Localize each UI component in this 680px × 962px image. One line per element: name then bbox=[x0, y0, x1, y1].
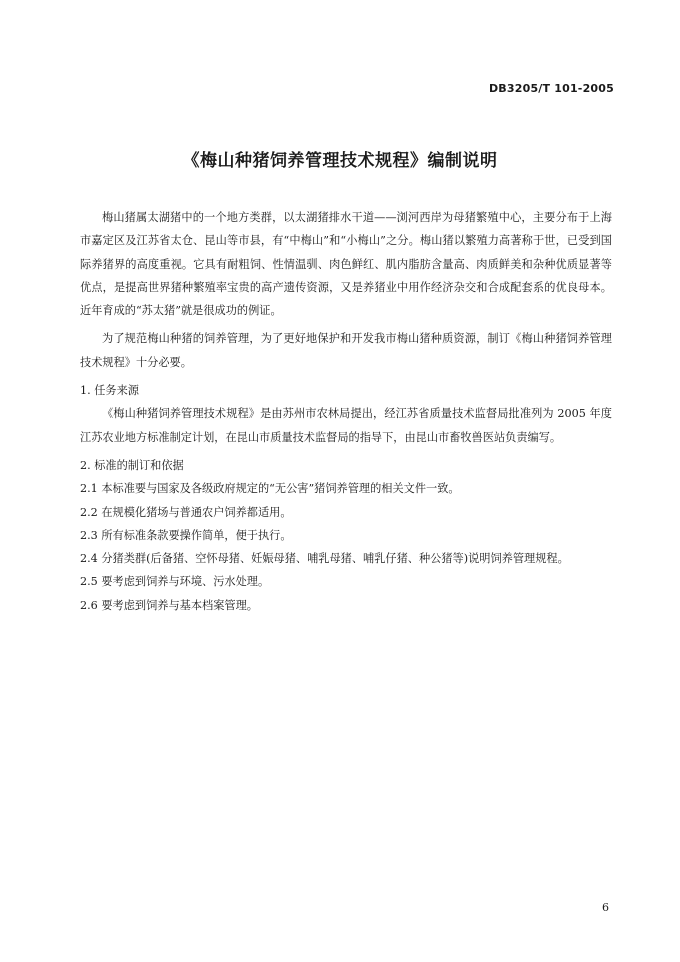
standard-code: DB3205/T 101-2005 bbox=[488, 82, 614, 95]
section-1-paragraph: 《梅山种猪饲养管理技术规程》是由苏州市农林局提出，经江苏省质量技术监督局批准列为 2005 年度江苏农业地方标准制定计划，在昆山市质量技术监督局的指导下，由昆山市畜牧兽医站负责编写。 bbox=[80, 407, 612, 444]
section-2-item: 2.3 所有标准条款要操作简单，便于执行。 bbox=[80, 528, 292, 542]
section-2-item: 2.4 分猪类群(后备猪、空怀母猪、妊娠母猪、哺乳母猪、哺乳仔猪、种公猪等)说明饲养管理规程。 bbox=[80, 552, 569, 566]
intro-paragraph-2: 为了规范梅山种猪的饲养管理，为了更好地保护和开发我市梅山猪种质资源，制订《梅山种猪饲养管理技术规程》十分必要。 bbox=[80, 332, 612, 369]
section-2-item: 2.2 在规模化猪场与普通农户饲养都适用。 bbox=[80, 505, 292, 519]
intro-paragraph-1: 梅山猪属太湖猪中的一个地方类群，以太湖猪排水干道——浏河西岸为母猪繁殖中心，主要分布于上海市嘉定区及江苏省太仓、昆山等市县，有“中梅山”和“小梅山”之分。梅山猪以繁殖力高著称于世，已受到国际养猪界的高度重视。它具有耐粗饲、性情温驯、肉色鲜红、肌内脂肪含量高、肉质鲜美和杂种优质显著等优点，是提高世界猪种繁殖率宝贵的高产遗传资源，又是养猪业中用作经济杂交和合成配套系的优良母本。近年育成的“苏太猪”就是很成功的例证。 bbox=[80, 211, 612, 318]
page-title: 《梅山种猪饲养管理技术规程》编制说明 bbox=[182, 151, 498, 171]
section-2-heading: 2. 标准的制订和依据 bbox=[80, 458, 184, 472]
page-number: 6 bbox=[602, 901, 609, 914]
section-2-item: 2.5 要考虑到饲养与环境、污水处理。 bbox=[80, 575, 270, 589]
section-1-heading: 1. 任务来源 bbox=[80, 384, 139, 398]
section-2-item: 2.6 要考虑到饲养与基本档案管理。 bbox=[80, 598, 258, 612]
section-2-item: 2.1 本标准要与国家及各级政府规定的“无公害”猪饲养管理的相关文件一致。 bbox=[80, 482, 460, 496]
document-body bbox=[80, 206, 612, 617]
